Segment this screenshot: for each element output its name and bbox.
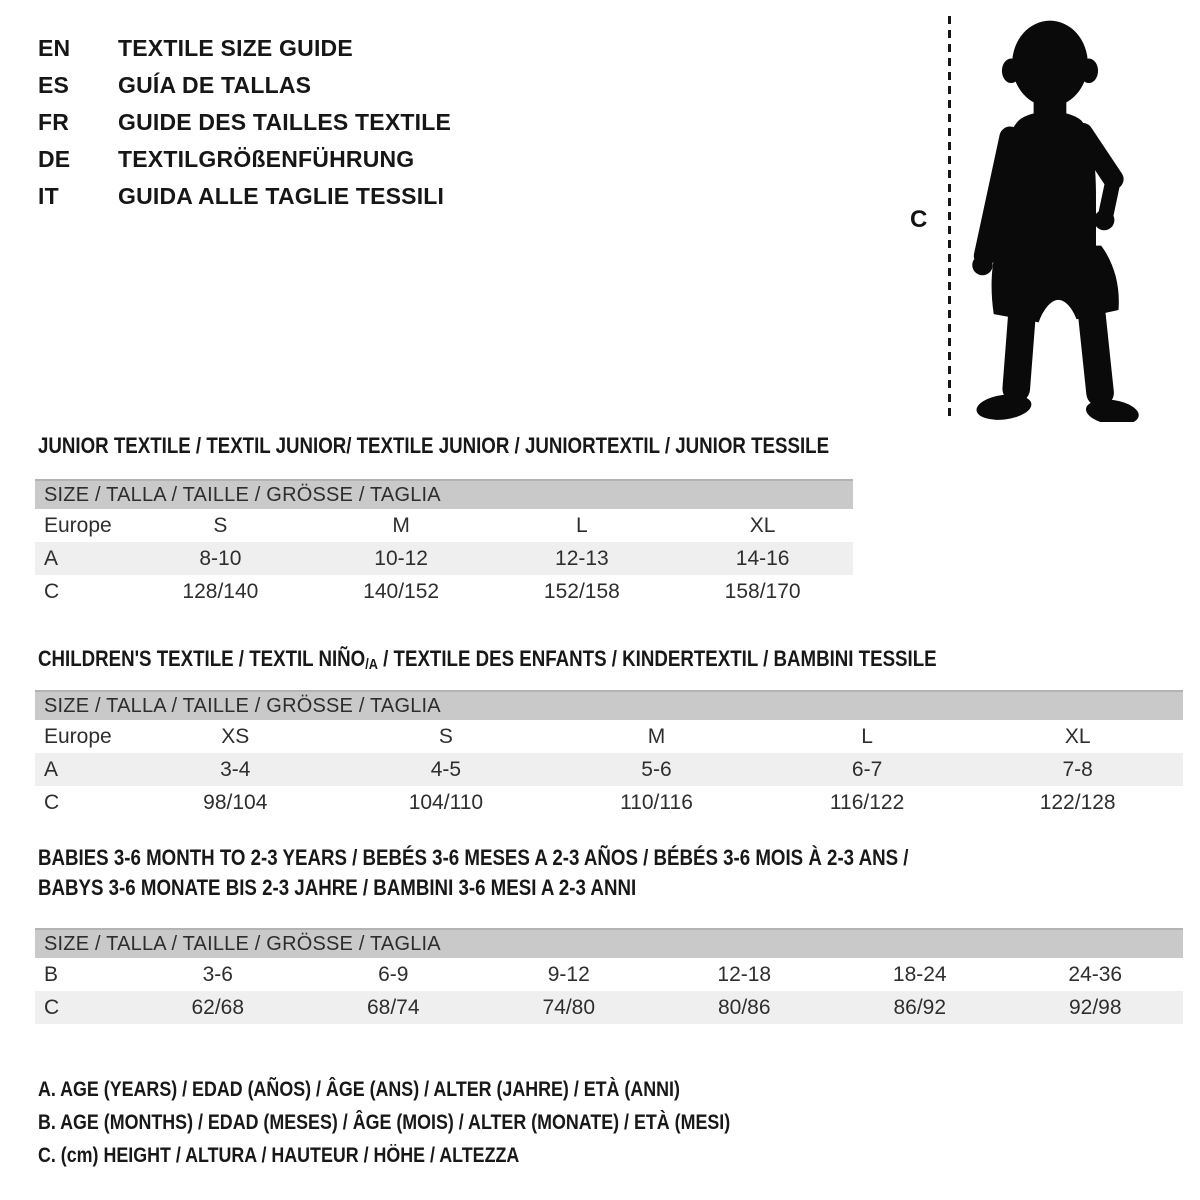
size-table-header [35, 690, 1183, 720]
height-cell: 128/140 [182, 579, 259, 603]
height-cell: 98/104 [203, 790, 268, 814]
size-cell: M [392, 513, 410, 537]
age-cell: 14-16 [735, 546, 790, 570]
language-label: GUIDE DES TAILLES TEXTILE [118, 109, 451, 135]
language-code: DE [38, 146, 71, 172]
age-cell: 7-8 [1062, 757, 1093, 781]
height-measure-label: C [910, 206, 928, 233]
row-label: C [44, 995, 60, 1019]
size-cell: L [576, 513, 588, 537]
height-cell: 158/170 [724, 579, 801, 603]
legend-line-c-text: C. (cm) HEIGHT / ALTURA / HAUTEUR / HÖHE / ALTEZZA [38, 1144, 520, 1167]
size-table-header [35, 479, 853, 509]
age-cell: 6-9 [378, 962, 409, 986]
height-cell: 104/110 [408, 790, 484, 814]
language-label: GUÍA DE TALLAS [118, 72, 312, 98]
language-row-it [38, 178, 451, 215]
children-title-end: / TEXTILE DES ENFANTS / KINDERTEXTIL / BAMBINI TESSILE [377, 646, 937, 671]
age-cell: 8-10 [199, 546, 242, 570]
table-row-age [35, 753, 1183, 786]
table-row-age [35, 542, 853, 575]
age-cell: 12-13 [555, 546, 609, 570]
age-cell: 18-24 [892, 962, 947, 986]
table-row-height [35, 991, 1183, 1024]
height-cell: 122/128 [1039, 790, 1116, 814]
row-label: A [44, 757, 59, 781]
table-row-height [35, 786, 1183, 819]
size-cell: L [861, 724, 873, 748]
language-code: EN [38, 35, 71, 61]
age-cell: 12-18 [717, 962, 772, 986]
height-cell: 116/122 [829, 790, 905, 814]
age-cell: 24-36 [1068, 962, 1123, 986]
age-cell: 4-5 [430, 757, 462, 781]
height-cell: 74/80 [542, 995, 596, 1019]
language-list [38, 30, 451, 215]
table-row-height [35, 575, 853, 608]
row-label: Europe [44, 513, 112, 537]
age-cell: 3-4 [220, 757, 251, 781]
babies-size-table [35, 928, 1183, 1024]
language-label: GUIDA ALLE TAGLIE TESSILI [118, 183, 445, 209]
size-cell: XS [221, 724, 250, 748]
age-cell: 10-12 [374, 546, 428, 570]
junior-section-title-text: JUNIOR TEXTILE / TEXTIL JUNIOR/ TEXTILE JUNIOR / JUNIORTEXTIL / JUNIOR TESSILE [38, 433, 830, 458]
table-row-europe [35, 509, 853, 542]
legend-line-c [38, 1139, 852, 1172]
children-size-table [35, 690, 1183, 819]
size-cell: XL [749, 513, 776, 537]
age-cell: 5-6 [641, 757, 672, 781]
legend-line-a [38, 1073, 852, 1106]
children-title-sub: /A [365, 656, 378, 673]
legend-line-b-text: B. AGE (MONTHS) / EDAD (MESES) / ÂGE (MOIS) / ALTER (MONATE) / ETÀ (MESI) [38, 1111, 731, 1134]
children-section-title-text [38, 644, 937, 679]
row-label: C [44, 579, 60, 603]
baby-silhouette-icon [960, 12, 1142, 422]
size-cell: S [213, 513, 228, 537]
children-title-start: CHILDREN'S TEXTILE / TEXTIL NIÑO [38, 646, 366, 671]
age-cell: 9-12 [547, 962, 590, 986]
size-table-header-label: SIZE / TALLA / TAILLE / GRÖSSE / TAGLIA [44, 694, 441, 717]
row-label: Europe [44, 724, 112, 748]
junior-section-title [38, 431, 969, 460]
table-row-europe [35, 720, 1183, 753]
size-table-header [35, 928, 1183, 958]
height-cell: 62/68 [191, 995, 245, 1019]
row-label: A [44, 546, 59, 570]
row-label: C [44, 790, 60, 814]
language-label: TEXTILE SIZE GUIDE [118, 35, 353, 61]
table-row-age-months [35, 958, 1183, 991]
size-table-header-label: SIZE / TALLA / TAILLE / GRÖSSE / TAGLIA [44, 483, 441, 506]
junior-size-table [35, 479, 853, 608]
language-label: TEXTILGRÖßENFÜHRUNG [118, 146, 415, 172]
language-row-en [38, 30, 451, 67]
legend [38, 1073, 852, 1172]
height-cell: 140/152 [363, 579, 440, 603]
row-label: B [44, 962, 59, 986]
legend-line-b [38, 1106, 852, 1139]
babies-title-line2: BABYS 3-6 MONATE BIS 2-3 JAHRE / BAMBINI 3-6 MESI A 2-3 ANNI [38, 875, 637, 900]
size-cell: S [438, 724, 453, 748]
language-code: FR [38, 109, 70, 135]
height-cell: 152/158 [543, 579, 620, 603]
size-table-header-label: SIZE / TALLA / TAILLE / GRÖSSE / TAGLIA [44, 932, 441, 955]
age-cell: 3-6 [202, 962, 233, 986]
size-cell: M [647, 724, 666, 748]
size-cell: XL [1064, 724, 1091, 748]
age-cell: 6-7 [851, 757, 883, 781]
language-row-de [38, 141, 451, 178]
language-row-es [38, 67, 451, 104]
language-code: ES [38, 72, 70, 98]
babies-section-title [38, 843, 1062, 903]
height-cell: 110/116 [620, 790, 693, 814]
legend-line-a-text: A. AGE (YEARS) / EDAD (AÑOS) / ÂGE (ANS) / ALTER (JAHRE) / ETÀ (ANNI) [38, 1078, 680, 1101]
height-cell: 92/98 [1068, 995, 1122, 1019]
babies-title-line1: BABIES 3-6 MONTH TO 2-3 YEARS / BEBÉS 3-6 MESES A 2-3 AÑOS / BÉBÉS 3-6 MOIS À 2-3 ANS / [38, 845, 909, 870]
language-code: IT [38, 183, 59, 209]
height-measure-line [948, 16, 951, 416]
children-section-title [38, 644, 1095, 679]
language-row-fr [38, 104, 451, 141]
height-cell: 68/74 [366, 995, 420, 1019]
height-cell: 80/86 [717, 995, 771, 1019]
height-cell: 86/92 [893, 995, 947, 1019]
